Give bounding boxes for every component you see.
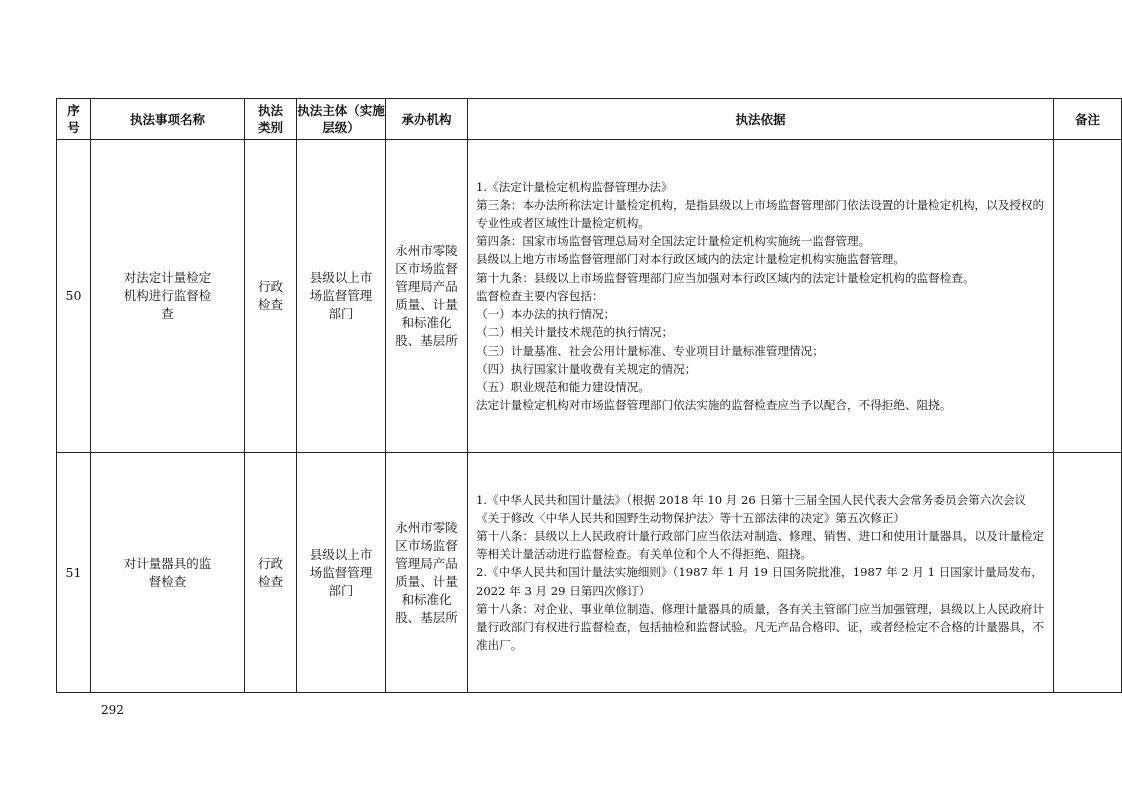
basis-line: （四）执行国家计量收费有关规定的情况； [476,361,697,376]
row-item-name: 对法定计量检定机构进行监督检查 [91,140,245,453]
header-office: 承办机构 [386,99,468,140]
header-remark: 备注 [1054,99,1122,140]
table-row [57,453,1122,693]
row-subject: 县级以上市场监督管理部门 [297,140,386,453]
row-remark [1054,453,1122,693]
row-category: 行政检查 [245,453,297,693]
header-no: 序号 [57,99,91,140]
header-category: 执法类别 [245,99,297,140]
basis-line: 1.《法定计量检定机构监督管理办法》 [476,179,673,194]
header-basis: 执法依据 [468,99,1054,140]
row-no: 50 [57,140,91,453]
basis-line: （五）职业规范和能力建设情况。 [476,379,650,394]
row-item-name: 对计量器具的监督检查 [91,453,245,693]
basis-line: （一）本办法的执行情况； [476,307,616,322]
row-remark [1054,140,1122,453]
basis-line: 第十八条：县级以上人民政府计量行政部门应当依法对制造、修理、销售、进口和使用计量器具，以及计量检定等相关计量活动进行监督检查。有关单位和个人不得拒绝、阻挠。 [476,528,1045,562]
row-basis [468,140,1054,453]
row-office: 永州市零陵区市场监督管理局产品质量、计量和标准化股、基层所 [386,140,468,453]
basis-line: 第三条：本办法所称法定计量检定机构，是指县级以上市场监督管理部门依法设置的计量检定机构，以及授权的专业性或者区域性计量检定机构。 [476,197,1045,231]
row-office: 永州市零陵区市场监督管理局产品质量、计量和标准化股、基层所 [386,453,468,693]
basis-line: 1.《中华人民共和国计量法》（根据 2018 年 10 月 26 日第十三届全国人民代表大会常务委员会第六次会议《关于修改〈中华人民共和国野生动物保护法〉等十五部法律的决定》第五次修正） [476,492,1027,525]
basis-line: （二）相关计量技术规范的执行情况； [476,325,674,340]
basis-line: 2.《中华人民共和国计量法实施细则》（1987 年 1 月 19 日国务院批准，1987 年 2 月 1 日国家计量局发布，2022 年 3 月 29 日第四次修订） [476,565,1043,598]
row-category: 行政检查 [245,140,297,453]
row-subject: 县级以上市场监督管理部门 [297,453,386,693]
enforcement-table [56,98,1122,693]
header-row [57,99,1122,140]
basis-line: 第十八条：对企业、事业单位制造、修理计量器具的质量，各有关主管部门应当加强管理，县级以上人民政府计量行政部门有权进行监督检查，包括抽检和监督试验。凡无产品合格印、证，或者经检定不合格的计量器具，不准出厂。 [476,601,1045,653]
row-basis [468,453,1054,693]
basis-line: 第十九条：县级以上市场监督管理部门应当加强对本行政区域内的法定计量检定机构的监督检查。 [476,270,975,285]
basis-line: 法定计量检定机构对市场监督管理部门依法实施的监督检查应当予以配合，不得拒绝、阻挠。 [476,398,952,413]
basis-line: 第四条：国家市场监督管理总局对全国法定计量检定机构实施统一监督管理。 [476,234,871,249]
basis-line: 监督检查主要内容包括： [476,288,604,303]
header-subject: 执法主体（实施层级） [297,99,386,140]
basis-line: 县级以上地方市场监督管理部门对本行政区域内的法定计量检定机构实施监督管理。 [476,252,905,267]
header-item-name: 执法事项名称 [91,99,245,140]
page-number: 292 [101,703,124,717]
basis-line: （三）计量基准、社会公用计量标准、专业项目计量标准管理情况； [476,343,824,358]
row-no: 51 [57,453,91,693]
table-row [57,140,1122,453]
